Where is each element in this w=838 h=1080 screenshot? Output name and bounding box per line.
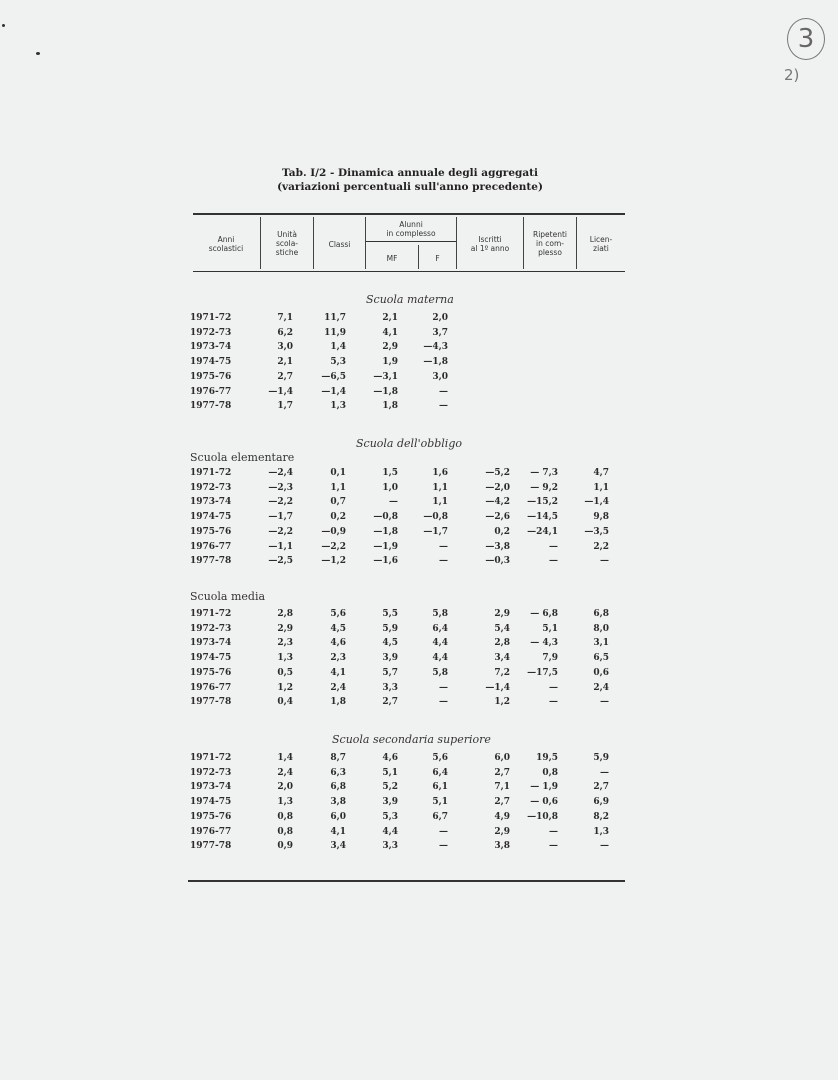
value-cell: 1,5 [382, 468, 398, 478]
value-cell: 3,3 [382, 682, 398, 693]
value-cell: 2,0 [432, 313, 448, 323]
table-row [190, 313, 620, 327]
value-cell: 6,1 [432, 782, 448, 793]
value-cell: —2,4 [268, 468, 293, 478]
table-row [190, 527, 620, 541]
value-cell: 6,7 [432, 811, 448, 822]
value-cell: 4,7 [593, 468, 609, 478]
value-cell: 0,8 [277, 811, 293, 822]
year-cell: 1972-73 [190, 327, 232, 338]
table-row [190, 782, 620, 796]
value-cell: 1,1 [432, 497, 448, 508]
value-cell: — [439, 826, 448, 837]
value-cell: —10,8 [527, 811, 558, 822]
value-cell: 3,8 [330, 797, 346, 808]
value-cell: — [439, 841, 448, 852]
value-cell: 1,3 [330, 401, 346, 412]
year-cell: 1975-76 [190, 526, 232, 537]
header-anni [193, 235, 259, 253]
table-subtitle: (variazioni percentuali sull'anno precedente) [277, 181, 543, 193]
value-cell: 0,4 [277, 697, 293, 708]
value-cell: 8,0 [593, 623, 609, 634]
value-cell: 1,6 [432, 468, 448, 478]
table-row [190, 624, 620, 638]
value-cell: 5,1 [382, 767, 398, 778]
header-mf: MF [386, 254, 398, 263]
value-cell: 5,4 [494, 623, 510, 634]
value-cell: 0,8 [542, 767, 558, 778]
section-label-materna: Scuola materna [366, 293, 454, 306]
value-cell: 4,1 [330, 667, 346, 678]
year-cell: 1974-75 [190, 357, 232, 368]
value-cell: 2,7 [593, 782, 609, 793]
value-cell: —1,7 [423, 526, 448, 537]
value-cell: 11,9 [324, 327, 346, 338]
value-cell: 1,4 [277, 753, 293, 763]
value-cell: 6,8 [593, 609, 609, 619]
value-cell: 3,9 [382, 653, 398, 664]
header-iscritti [457, 235, 523, 253]
header-licenziati-line: ziati [593, 244, 609, 253]
value-cell: 1,1 [330, 482, 346, 493]
value-cell: 1,3 [277, 653, 293, 664]
table-bottom-rule [188, 880, 625, 882]
header-unita-line: Unità [277, 230, 297, 239]
value-cell: 4,4 [432, 653, 448, 664]
value-cell: —6,5 [321, 371, 346, 382]
year-cell: 1977-78 [190, 401, 232, 412]
value-cell: 2,1 [382, 313, 398, 323]
year-cell: 1974-75 [190, 512, 232, 523]
value-cell: — [439, 697, 448, 708]
value-cell: 2,3 [330, 653, 346, 664]
value-cell: 2,1 [277, 357, 293, 368]
value-cell: 5,2 [382, 782, 398, 793]
value-cell: 2,7 [494, 767, 510, 778]
value-cell: —3,1 [373, 371, 398, 382]
value-cell: 1,1 [593, 482, 609, 493]
year-cell: 1975-76 [190, 811, 232, 822]
value-cell: 4,5 [382, 638, 398, 649]
year-cell: 1975-76 [190, 371, 232, 382]
value-cell: 6,0 [330, 811, 346, 822]
value-cell: 3,7 [432, 327, 448, 338]
value-cell: 1,3 [593, 826, 609, 837]
value-cell: 8,2 [593, 811, 609, 822]
section-label-media: Scuola media [190, 590, 266, 603]
value-cell: 2,7 [382, 697, 398, 708]
value-cell: 0,2 [330, 512, 346, 523]
value-cell: 0,6 [593, 667, 609, 678]
value-cell: 5,9 [382, 623, 398, 634]
value-cell: —1,4 [268, 386, 293, 397]
value-cell: —0,9 [321, 526, 346, 537]
table-row [190, 697, 620, 711]
table-row [190, 638, 620, 652]
value-cell: 5,6 [330, 609, 346, 619]
value-cell: —2,5 [268, 556, 293, 567]
header-alunni-line: Alunni [399, 220, 423, 229]
header-ripetenti-line: plesso [538, 248, 562, 257]
value-cell: 4,5 [330, 623, 346, 634]
value-cell: 5,1 [542, 623, 558, 634]
table-row [190, 468, 620, 482]
value-cell: 2,9 [494, 826, 510, 837]
table-row [190, 609, 620, 623]
value-cell: 1,7 [277, 401, 293, 412]
table-row [190, 812, 620, 826]
table-row [190, 387, 620, 401]
value-cell: —1,9 [373, 541, 398, 552]
value-cell: — [439, 682, 448, 693]
value-cell: — 9,2 [530, 482, 558, 493]
value-cell: 2,8 [494, 638, 510, 649]
year-cell: 1977-78 [190, 556, 232, 567]
year-cell: 1973-74 [190, 497, 232, 508]
table-row [190, 497, 620, 511]
year-cell: 1974-75 [190, 653, 232, 664]
header-anni-line: scolastici [208, 244, 244, 253]
value-cell: 3,0 [277, 342, 293, 353]
year-cell: 1971-72 [190, 313, 232, 323]
table-row [190, 512, 620, 526]
section-label-obbligo: Scuola dell'obbligo [356, 437, 462, 450]
year-cell: 1971-72 [190, 753, 232, 763]
value-cell: 3,9 [382, 797, 398, 808]
value-cell: 3,0 [432, 371, 448, 382]
value-cell: 0,8 [277, 826, 293, 837]
value-cell: — [439, 401, 448, 412]
value-cell: 6,0 [494, 753, 510, 763]
header-licenziati-line: Licen- [589, 235, 613, 244]
value-cell: 2,9 [494, 609, 510, 619]
year-cell: 1976-77 [190, 682, 232, 693]
year-cell: 1974-75 [190, 797, 232, 808]
table-row [190, 841, 620, 855]
value-cell: —1,4 [485, 682, 510, 693]
value-cell: 2,4 [330, 682, 346, 693]
value-cell: 1,1 [432, 482, 448, 493]
value-cell: 1,2 [277, 682, 293, 693]
value-cell: 2,2 [593, 541, 609, 552]
table-row [190, 668, 620, 682]
year-cell: 1975-76 [190, 667, 232, 678]
value-cell: —24,1 [527, 526, 558, 537]
value-cell: 2,3 [277, 638, 293, 649]
value-cell: — [549, 682, 558, 693]
value-cell: 1,3 [277, 797, 293, 808]
value-cell: 3,4 [330, 841, 346, 852]
value-cell: 4,6 [382, 753, 398, 763]
alunni-split-rule [365, 241, 456, 242]
value-cell: —2,2 [268, 526, 293, 537]
value-cell: 8,7 [330, 753, 346, 763]
table-row [190, 342, 620, 356]
value-cell: —1,6 [373, 556, 398, 567]
value-cell: —1,8 [423, 357, 448, 368]
table-row [190, 357, 620, 371]
header-f: F [435, 254, 440, 263]
value-cell: — 4,3 [530, 638, 558, 649]
value-cell: 2,0 [277, 782, 293, 793]
header-bottom-rule [193, 271, 625, 272]
value-cell: 4,1 [330, 826, 346, 837]
value-cell: — 1,9 [530, 782, 558, 793]
value-cell: 7,1 [494, 782, 510, 793]
value-cell: 7,2 [494, 667, 510, 678]
value-cell: 2,7 [277, 371, 293, 382]
table-row [190, 556, 620, 570]
value-cell: 1,8 [382, 401, 398, 412]
ink-speck [36, 52, 40, 55]
value-cell: —1,8 [373, 526, 398, 537]
value-cell: 5,9 [593, 753, 609, 763]
year-cell: 1973-74 [190, 782, 232, 793]
value-cell: 5,8 [432, 609, 448, 619]
header-top-rule [193, 213, 625, 215]
value-cell: — [549, 841, 558, 852]
value-cell: —2,2 [321, 541, 346, 552]
value-cell: — [549, 697, 558, 708]
value-cell: — [549, 541, 558, 552]
value-cell: 2,9 [277, 623, 293, 634]
value-cell: 1,4 [330, 342, 346, 353]
header-unita-line: scola- [275, 239, 298, 248]
header-licenziati [577, 235, 625, 253]
year-cell: 1977-78 [190, 841, 232, 852]
value-cell: —0,8 [423, 512, 448, 523]
value-cell: —1,4 [321, 386, 346, 397]
circled-page-number: 3 [787, 18, 825, 60]
value-cell: — [600, 841, 609, 852]
value-cell: 3,3 [382, 841, 398, 852]
value-cell: 5,3 [382, 811, 398, 822]
header-iscritti-line: Iscritti [478, 235, 502, 244]
value-cell: 4,4 [382, 826, 398, 837]
section-label-superiore: Scuola secondaria superiore [332, 733, 491, 746]
value-cell: —1,8 [373, 386, 398, 397]
value-cell: —1,7 [268, 512, 293, 523]
value-cell: —15,2 [527, 497, 558, 508]
table-title: Tab. I/2 - Dinamica annuale degli aggregati [282, 167, 538, 179]
table-row [190, 653, 620, 667]
value-cell: 5,8 [432, 667, 448, 678]
value-cell: 5,1 [432, 797, 448, 808]
value-cell: 6,4 [432, 767, 448, 778]
value-cell: 4,1 [382, 327, 398, 338]
table-row [190, 372, 620, 386]
value-cell: 1,0 [382, 482, 398, 493]
header-iscritti-line: al 1º anno [470, 244, 510, 253]
value-cell: 6,2 [277, 327, 293, 338]
year-cell: 1971-72 [190, 468, 232, 478]
ink-speck [2, 24, 5, 27]
value-cell: —0,8 [373, 512, 398, 523]
table-row [190, 542, 620, 556]
section-sublabel-elementare: Scuola elementare [190, 451, 295, 464]
value-cell: —3,8 [485, 541, 510, 552]
value-cell: —0,3 [485, 556, 510, 567]
year-cell: 1976-77 [190, 541, 232, 552]
value-cell: —14,5 [527, 512, 558, 523]
year-cell: 1972-73 [190, 623, 232, 634]
value-cell: — 0,6 [530, 797, 558, 808]
header-alunni-line: in complesso [386, 229, 436, 238]
value-cell: 4,9 [494, 811, 510, 822]
value-cell: 7,1 [277, 313, 293, 323]
value-cell: — 6,8 [530, 609, 558, 619]
value-cell: 1,2 [494, 697, 510, 708]
value-cell: 3,8 [494, 841, 510, 852]
value-cell: — [549, 826, 558, 837]
value-cell: 7,9 [542, 653, 558, 664]
value-cell: 5,7 [382, 667, 398, 678]
value-cell: 3,1 [593, 638, 609, 649]
value-cell: — [439, 556, 448, 567]
year-cell: 1976-77 [190, 386, 232, 397]
value-cell: —4,2 [485, 497, 510, 508]
header-anni-line: Anni [217, 235, 235, 244]
value-cell: 5,5 [382, 609, 398, 619]
value-cell: —2,2 [268, 497, 293, 508]
value-cell: 2,8 [277, 609, 293, 619]
year-cell: 1977-78 [190, 697, 232, 708]
year-cell: 1972-73 [190, 767, 232, 778]
value-cell: 5,3 [330, 357, 346, 368]
table-row [190, 753, 620, 767]
value-cell: —2,6 [485, 512, 510, 523]
header-unita [261, 230, 313, 257]
value-cell: 0,2 [494, 526, 510, 537]
value-cell: —1,1 [268, 541, 293, 552]
value-cell: 6,9 [593, 797, 609, 808]
header-alunni [366, 220, 456, 238]
table-row [190, 797, 620, 811]
table-row [190, 768, 620, 782]
value-cell: — [439, 541, 448, 552]
value-cell: — [389, 497, 398, 508]
value-cell: 11,7 [324, 313, 346, 323]
value-cell: 6,4 [432, 623, 448, 634]
table-row [190, 401, 620, 415]
year-cell: 1973-74 [190, 638, 232, 649]
value-cell: 9,8 [593, 512, 609, 523]
table-row [190, 328, 620, 342]
header-classi: Classi [328, 240, 351, 249]
value-cell: — [439, 386, 448, 397]
value-cell: —1,2 [321, 556, 346, 567]
value-cell: 0,7 [330, 497, 346, 508]
value-cell: 6,8 [330, 782, 346, 793]
value-cell: 4,4 [432, 638, 448, 649]
value-cell: 1,8 [330, 697, 346, 708]
value-cell: — [600, 556, 609, 567]
value-cell: 0,9 [277, 841, 293, 852]
table-row [190, 683, 620, 697]
value-cell: 6,5 [593, 653, 609, 664]
value-cell: — 7,3 [530, 468, 558, 478]
corner-note: 2) [784, 66, 800, 84]
value-cell: —3,5 [584, 526, 609, 537]
value-cell: 2,9 [382, 342, 398, 353]
value-cell: — [600, 767, 609, 778]
value-cell: 0,1 [330, 468, 346, 478]
value-cell: 3,4 [494, 653, 510, 664]
table-row [190, 483, 620, 497]
header-ripetenti-line: Ripetenti [532, 230, 567, 239]
value-cell: —2,3 [268, 482, 293, 493]
value-cell: —5,2 [485, 468, 510, 478]
value-cell: 0,5 [277, 667, 293, 678]
value-cell: —1,4 [584, 497, 609, 508]
value-cell: — [549, 556, 558, 567]
value-cell: 4,6 [330, 638, 346, 649]
year-cell: 1972-73 [190, 482, 232, 493]
value-cell: — [600, 697, 609, 708]
value-cell: 19,5 [536, 753, 558, 763]
value-cell: 6,3 [330, 767, 346, 778]
header-ripetenti [524, 230, 576, 257]
value-cell: —17,5 [527, 667, 558, 678]
table-row [190, 827, 620, 841]
year-cell: 1973-74 [190, 342, 232, 353]
year-cell: 1971-72 [190, 609, 232, 619]
value-cell: 2,4 [277, 767, 293, 778]
value-cell: 5,6 [432, 753, 448, 763]
value-cell: 2,7 [494, 797, 510, 808]
year-cell: 1976-77 [190, 826, 232, 837]
value-cell: 1,9 [382, 357, 398, 368]
value-cell: —2,0 [485, 482, 510, 493]
value-cell: —4,3 [423, 342, 448, 353]
header-unita-line: stiche [275, 248, 299, 257]
header-ripetenti-line: in com- [536, 239, 564, 248]
value-cell: 2,4 [593, 682, 609, 693]
